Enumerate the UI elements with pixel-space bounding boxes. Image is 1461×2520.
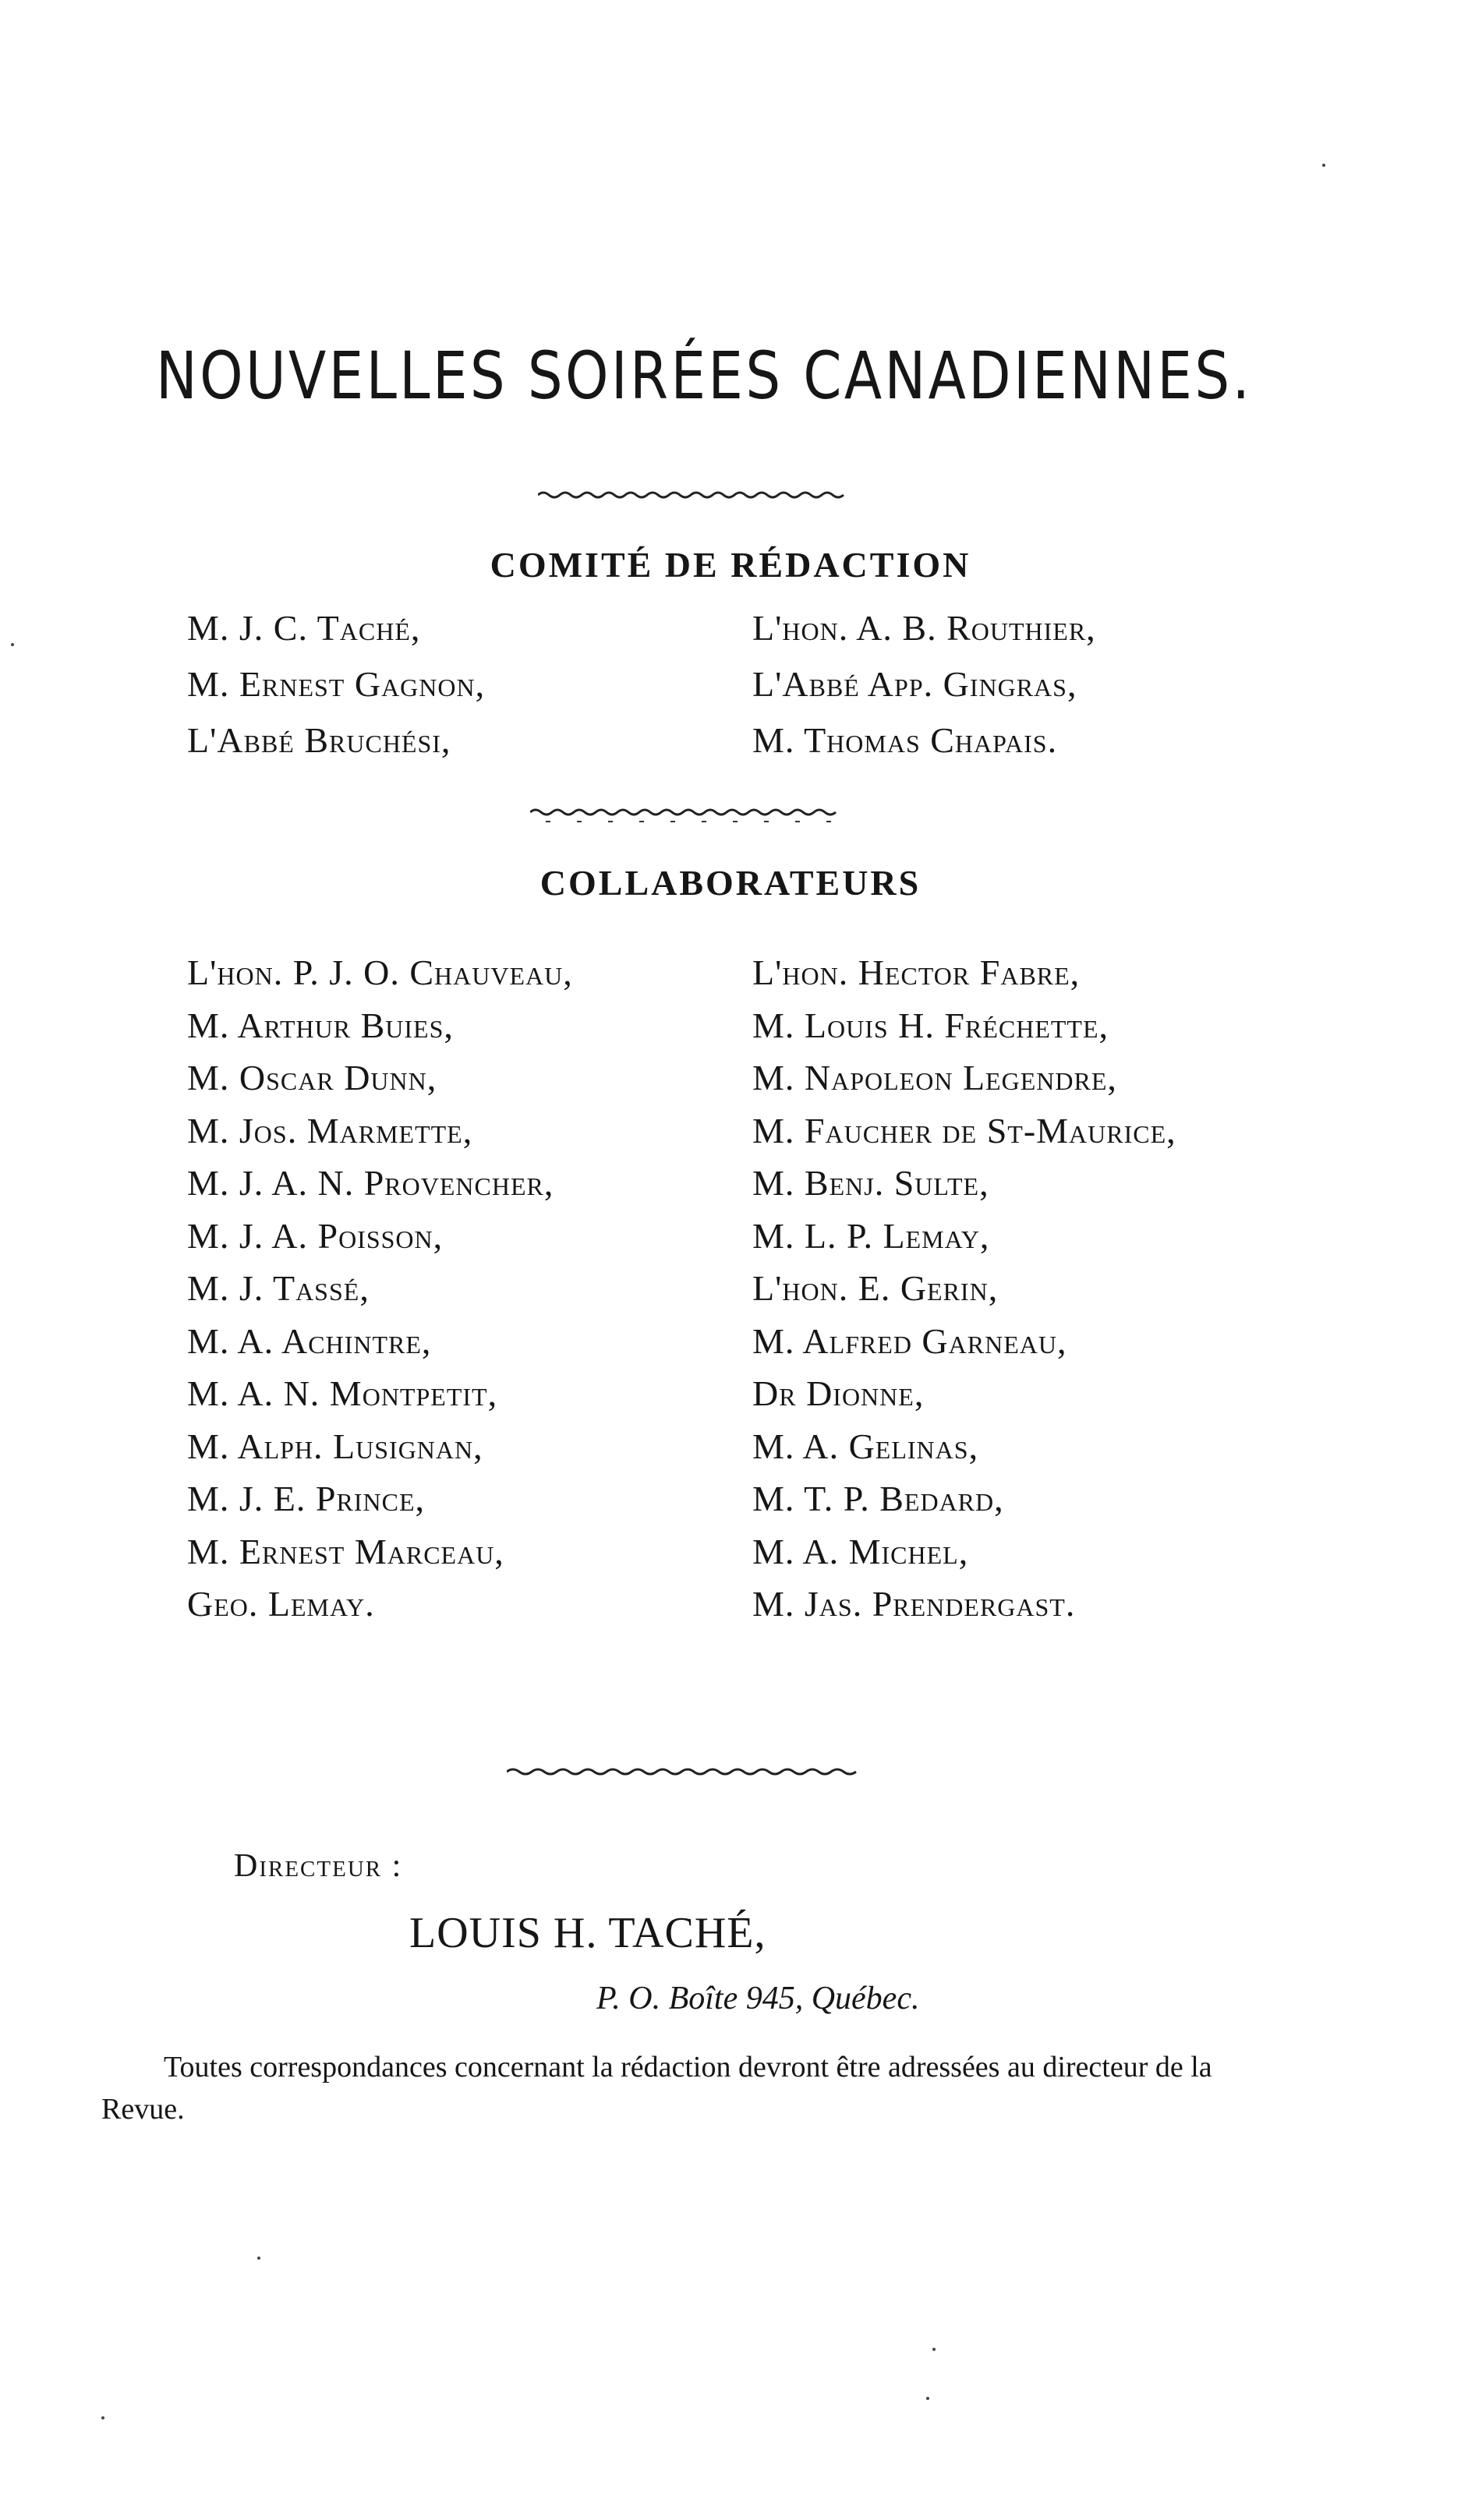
collaborateur: M. T. P. Bedard, (752, 1479, 1004, 1518)
comite-member: M. Thomas Chapais. (752, 720, 1058, 760)
collaborateur: Geo. Lemay. (187, 1584, 375, 1624)
collaborateur: L'hon. P. J. O. Chauveau, (187, 953, 573, 992)
collaborateur: M. A. Michel, (752, 1531, 969, 1571)
collaborateur: M. A. N. Montpetit, (187, 1373, 498, 1413)
collaborateur: M. Napoleon Legendre, (752, 1058, 1117, 1097)
collaborateur: M. J. A. N. Provencher, (187, 1163, 554, 1203)
ornament-divider-top (538, 483, 850, 507)
collaborateur: M. Oscar Dunn, (187, 1058, 437, 1097)
collaborateur: M. J. Tassé, (187, 1268, 370, 1308)
comite-member: M. J. C. Taché, (187, 608, 421, 648)
collaborateur: L'hon. E. Gerin, (752, 1268, 999, 1308)
collaborateur: M. J. A. Poisson, (187, 1215, 444, 1256)
scan-speck (11, 643, 14, 646)
comite-member: L'hon. A. B. Routhier, (752, 608, 1096, 648)
comite-left-column (187, 600, 485, 769)
scan-speck (101, 2416, 104, 2419)
scan-speck (932, 2348, 936, 2351)
director-address: P. O. Boîte 945, Québec. (596, 1981, 920, 2016)
comite-member: L'Abbé App. Gingras, (752, 664, 1077, 704)
collaborateur: L'hon. Hector Fabre, (752, 953, 1081, 992)
collaborateurs-right-column (752, 946, 1176, 1631)
ornament-divider-bottom (507, 1760, 858, 1783)
collaborateur: Dr Dionne, (752, 1373, 925, 1413)
comite-heading: COMITÉ DE RÉDACTION (490, 545, 971, 585)
collaborateur: M. Ernest Marceau, (187, 1531, 504, 1571)
comite-member: L'Abbé Bruchési, (187, 720, 451, 760)
collaborateur: M. Arthur Buies, (187, 1005, 454, 1045)
collaborateurs-left-column (187, 946, 573, 1631)
collaborateur: M. Jos. Marmette, (187, 1110, 473, 1150)
page-title: NOUVELLES SOIRÉES CANADIENNES. (156, 338, 1253, 414)
comite-right-column (752, 600, 1096, 769)
collaborateur: M. L. P. Lemay, (752, 1215, 990, 1256)
scan-speck (257, 2257, 260, 2260)
collaborateur: M. Alfred Garneau, (752, 1320, 1067, 1361)
collaborateur: M. Faucher de St-Maurice, (752, 1110, 1176, 1150)
scan-speck (926, 2397, 929, 2400)
collaborateurs-heading: COLLABORATEURS (539, 863, 922, 903)
collaborateur: M. A. Achintre, (187, 1320, 432, 1361)
comite-member: M. Ernest Gagnon, (187, 664, 486, 704)
collaborateur: M. Jas. Prendergast. (752, 1584, 1076, 1624)
collaborateur: M. A. Gelinas, (752, 1426, 979, 1466)
scan-speck (1322, 164, 1325, 167)
collaborateur: M. Alph. Lusignan, (187, 1426, 483, 1466)
correspondence-notice: Toutes correspondances concernant la rédaction devront être adressées au directeur de la Revue. (101, 2051, 1212, 2126)
director-label: Directeur : (234, 1848, 403, 1884)
collaborateur: M. J. E. Prince, (187, 1479, 425, 1518)
ornament-divider-middle (530, 803, 842, 826)
collaborateur: M. Benj. Sulte, (752, 1163, 989, 1203)
director-name: LOUIS H. TACHÉ, (409, 1909, 766, 1957)
collaborateur: M. Louis H. Fréchette, (752, 1005, 1109, 1045)
